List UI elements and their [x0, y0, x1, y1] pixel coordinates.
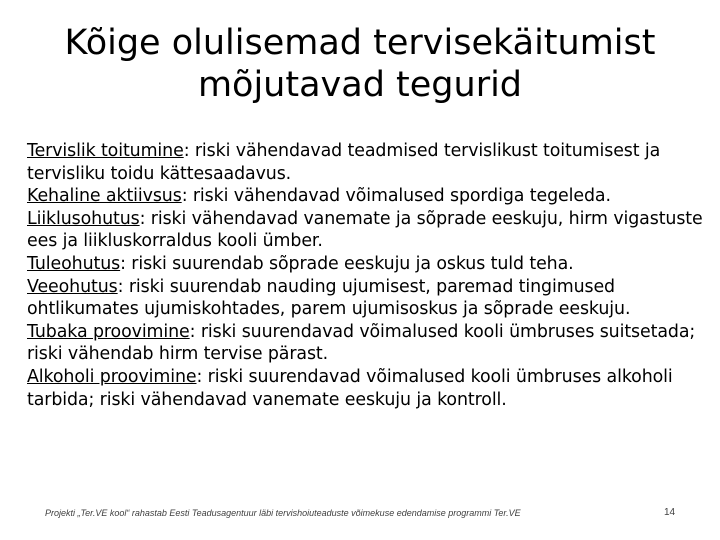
item-text: : riski suurendab nauding ujumisest, paremad tingimused ohtlikumates ujumiskohtades, parem ujumisoskus ja sõprade eeskuju.: [27, 276, 631, 320]
slide-title: [20, 22, 700, 106]
item-text: : riski vähendavad võimalused spordiga tegeleda.: [181, 186, 611, 207]
list-item-tobacco-trying: [27, 321, 712, 366]
item-term: Alkoholi proovimine: [27, 366, 197, 387]
list-item-alcohol-trying: [27, 366, 712, 411]
item-text: : riski vähendavad vanemate ja sõprade eeskuju, hirm vigastuste ees ja liikluskorraldus kooli ümber.: [27, 208, 703, 252]
item-text: : riski vähendavad teadmised tervislikust toitumisest ja tervisliku toidu kättesaadavus.: [27, 141, 661, 184]
footer-text: Projekti „Ter.VE kool“ rahastab Eesti Teadusagentuur läbi tervishoiuteaduste võimekuse edendamise programmi Ter.VE: [45, 508, 521, 518]
item-text: : riski suurendavad võimalused kooli ümbruses suitsetada; riski vähendab hirm tervise pärast.: [27, 321, 696, 365]
item-term: Kehaline aktiivsus: [27, 186, 182, 207]
item-term: Tubaka proovimine: [27, 321, 190, 342]
slide-title-line-1: Kõige olulisemad tervisekäitumist: [64, 23, 656, 63]
list-item-fire-safety: [27, 253, 712, 276]
list-item-traffic-safety: [27, 208, 712, 253]
page-number: 14: [664, 507, 676, 518]
list-item-physical-activity: [27, 185, 712, 208]
list-item-water-safety: [27, 276, 712, 321]
item-term: Liiklusohutus: [27, 208, 140, 229]
item-term: Veeohutus: [27, 276, 118, 297]
item-term: Tervislik toitumine: [27, 141, 184, 161]
slide-title-line-2: mõjutavad tegurid: [197, 65, 523, 105]
item-text: : riski suurendavad võimalused kooli ümbruses alkoholi tarbida; riski vähendavad vanemate eeskuju ja kontroll.: [27, 366, 673, 410]
factor-list: [27, 140, 712, 411]
list-item-healthy-eating: [27, 140, 712, 185]
item-text: : riski suurendab sõprade eeskuju ja oskus tuld teha.: [120, 253, 574, 274]
item-term: Tuleohutus: [27, 253, 121, 274]
